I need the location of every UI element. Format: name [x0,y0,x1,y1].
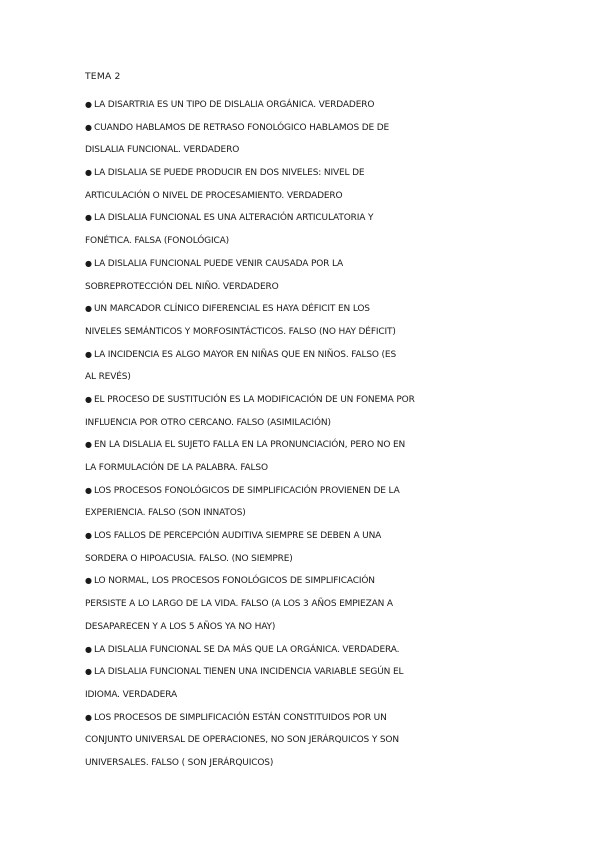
statement-text: LA DISLALIA FUNCIONAL PUEDE VENIR CAUSADA POR LA [94,258,344,269]
statement-text: SOBREPROTECCIÓN DEL NIÑO. VERDADERO [85,281,279,292]
bullet-icon: ● [85,485,92,495]
statement-text: CUANDO HABLAMOS DE RETRASO FONOLÓGICO HABLAMOS DE DE [94,122,390,133]
statement-text: PERSISTE A LO LARGO DE LA VIDA. FALSO (A LOS 3 AÑOS EMPIEZAN A [85,599,393,610]
statement-item [85,570,430,638]
statement-item [85,389,430,434]
statement-text: LA DISARTRIA ES UN TIPO DE DISLALIA ORGÁNICA. VERDADERO [94,100,375,110]
statement-line [85,117,430,140]
statement-line [85,593,430,616]
statement-line [85,480,430,503]
statement-line [85,525,430,548]
statement-text: LOS PROCESOS DE SIMPLIFICACIÓN ESTÁN CONSTITUIDOS POR UN [94,712,387,723]
statement-text: CONJUNTO UNIVERSAL DE OPERACIONES, NO SON JERÁRQUICOS Y SON [85,735,399,746]
statement-text: AL REVÉS) [85,372,131,383]
statement-line [85,321,430,344]
statement-item [85,480,430,525]
bullet-icon: ● [85,394,92,404]
statement-item [85,117,430,162]
statement-line [85,412,430,435]
bullet-icon: ● [85,576,92,586]
statement-line [85,570,430,593]
statement-line [85,230,430,253]
statement-item [85,298,430,343]
bullet-icon: ● [85,304,92,314]
statement-text: DESAPARECEN Y A LOS 5 AÑOS YA NO HAY) [85,621,276,632]
statement-text: LA DISLALIA FUNCIONAL ES UNA ALTERACIÓN ARTICULATORIA Y [94,213,374,224]
statement-text: ARTICULACIÓN O NIVEL DE PROCESAMIENTO. VERDADERO [85,190,343,201]
bullet-icon: ● [85,440,92,450]
document-title: TEMA 2 [85,71,121,82]
statement-line [85,661,430,684]
statement-line [85,253,430,276]
bullet-icon: ● [85,213,92,223]
statement-line [85,185,430,208]
statement-text: EN LA DISLALIA EL SUJETO FALLA EN LA PRONUNCIACIÓN, PERO NO EN [94,440,406,451]
bullet-icon: ● [85,122,92,132]
statement-text: INFLUENCIA POR OTRO CERCANO. FALSO (ASIMILACIÓN) [85,417,331,428]
bullet-icon: ● [85,712,92,722]
bullet-icon: ● [85,349,92,359]
statement-item [85,434,430,479]
statement-item [85,707,430,775]
statement-text: LOS PROCESOS FONOLÓGICOS DE SIMPLIFICACIÓN PROVIENEN DE LA [94,485,400,496]
statement-line [85,298,430,321]
statement-line [85,94,430,117]
statement-line [85,707,430,730]
statement-text: IDIOMA. VERDADERA [85,689,177,700]
statement-line [85,752,430,775]
statement-line [85,434,430,457]
bullet-icon: ● [85,531,92,541]
statement-item [85,207,430,252]
statement-line [85,457,430,480]
statement-item [85,253,430,298]
statement-item [85,344,430,389]
bullet-icon: ● [85,258,92,268]
statement-item [85,162,430,207]
statement-text: EL PROCESO DE SUSTITUCIÓN ES LA MODIFICACIÓN DE UN FONEMA POR [94,394,415,405]
statement-line [85,276,430,299]
statement-text: UN MARCADOR CLÍNICO DIFERENCIAL ES HAYA DÉFICIT EN LOS [94,304,370,315]
statement-item [85,94,430,117]
statement-text: EXPERIENCIA. FALSO (SON INNATOS) [85,508,246,519]
statement-text: LA FORMULACIÓN DE LA PALABRA. FALSO [85,463,268,473]
bullet-icon: ● [85,168,92,178]
statement-text: LA INCIDENCIA ES ALGO MAYOR EN NIÑAS QUE EN NIÑOS. FALSO (ES [94,349,397,360]
statement-line [85,548,430,571]
statement-line [85,344,430,367]
statement-line [85,502,430,525]
bullet-icon: ● [85,667,92,677]
statement-line [85,366,430,389]
statement-line [85,139,430,162]
statement-line [85,639,430,662]
statement-item [85,661,430,706]
bullet-icon: ● [85,100,92,109]
statement-line [85,207,430,230]
statement-text: LO NORMAL, LOS PROCESOS FONOLÓGICOS DE SIMPLIFICACIÓN [94,576,375,587]
statement-text: DISLALIA FUNCIONAL. VERDADERO [85,145,240,156]
statement-line [85,616,430,639]
statement-text: LOS FALLOS DE PERCEPCIÓN AUDITIVA SIEMPRE SE DEBEN A UNA [94,531,382,542]
statement-text: NIVELES SEMÁNTICOS Y MORFOSINTÁCTICOS. FALSO (NO HAY DÉFICIT) [85,326,396,337]
statement-text: FONÉTICA. FALSA (FONOLÓGICA) [85,236,230,247]
statement-line [85,389,430,412]
statement-line [85,684,430,707]
statement-list [85,94,430,775]
bullet-icon: ● [85,644,92,654]
statement-text: LA DISLALIA FUNCIONAL TIENEN UNA INCIDENCIA VARIABLE SEGÚN EL [94,667,404,678]
statement-item [85,639,430,662]
statement-text: SORDERA O HIPOACUSIA. FALSO. (NO SIEMPRE) [85,553,293,564]
statement-text: LA DISLALIA SE PUEDE PRODUCIR EN DOS NIVELES: NIVEL DE [94,168,365,179]
statement-text: UNIVERSALES. FALSO ( SON JERÁRQUICOS) [85,757,274,768]
statement-item [85,525,430,570]
statement-text: LA DISLALIA FUNCIONAL SE DA MÁS QUE LA ORGÁNICA. VERDADERA. [94,644,400,655]
statement-line [85,162,430,185]
statement-line [85,729,430,752]
